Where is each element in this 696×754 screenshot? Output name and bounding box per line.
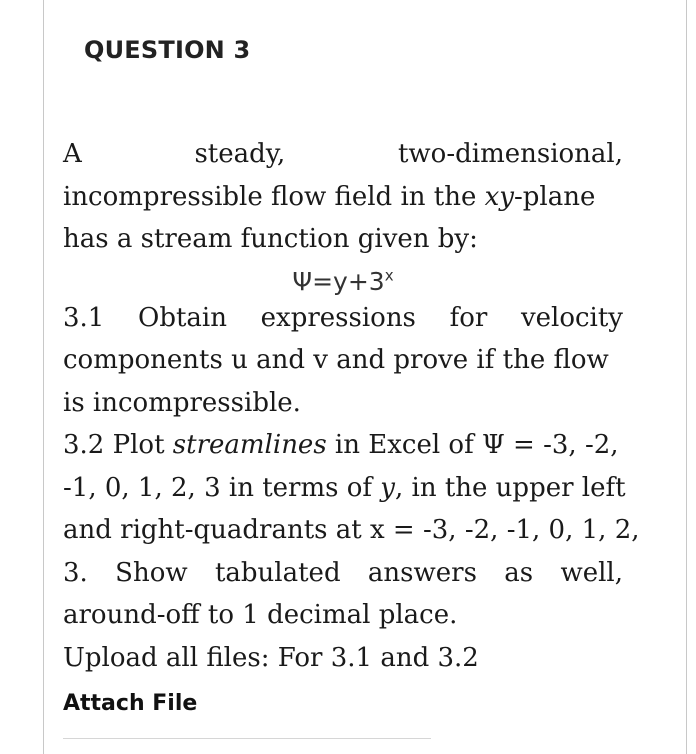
intro-line-1: A steady, two-dimensional,	[63, 139, 623, 169]
streamlines-italic: streamlines	[172, 430, 327, 460]
divider	[63, 738, 431, 739]
part-3-2-prefix: 3.2 Plot	[63, 430, 173, 460]
part-3-2-line-1	[63, 424, 623, 467]
part-3-1-line-3: is incompressible.	[63, 387, 301, 418]
attach-file-link[interactable]: Attach File	[63, 691, 198, 716]
question-title: QUESTION 3	[84, 36, 251, 64]
part-3-1-line-2: components u and v and prove if the flow	[63, 345, 609, 375]
part-3-2-line-2-text: -1, 0, 1, 2, 3 in terms of	[63, 472, 381, 503]
intro-line-3: has a stream function given by:	[63, 224, 478, 254]
y-italic: y	[380, 472, 395, 503]
formula-exponent: x	[384, 266, 394, 285]
part-3-2-line-2	[63, 467, 626, 510]
intro-line-2-suffix: -plane	[514, 181, 596, 212]
part-3-2-line-4: 3. Show tabulated answers as well,	[63, 557, 623, 588]
question-body	[63, 133, 640, 679]
part-3-2-line-5: around-off to 1 decimal place.	[63, 600, 458, 630]
xy-plane-italic: xy	[484, 181, 514, 212]
formula-base: Ψ=y+3	[292, 266, 385, 296]
part-3-2-line-3: and right-quadrants at x = -3, -2, -1, 0, 1, 2,	[63, 515, 640, 545]
stream-function-formula	[63, 261, 623, 297]
part-3-2-line-1-suffix: in Excel of Ψ = -3, -2,	[326, 430, 619, 460]
intro-line-2-text: incompressible flow field in the	[63, 181, 485, 212]
part-3-2-line-2-suffix: , in the upper left	[394, 472, 626, 503]
intro-line-2	[63, 176, 623, 219]
part-3-1-line-1: 3.1 Obtain expressions for velocity	[63, 302, 623, 333]
upload-instruction: Upload all files: For 3.1 and 3.2	[63, 642, 479, 673]
